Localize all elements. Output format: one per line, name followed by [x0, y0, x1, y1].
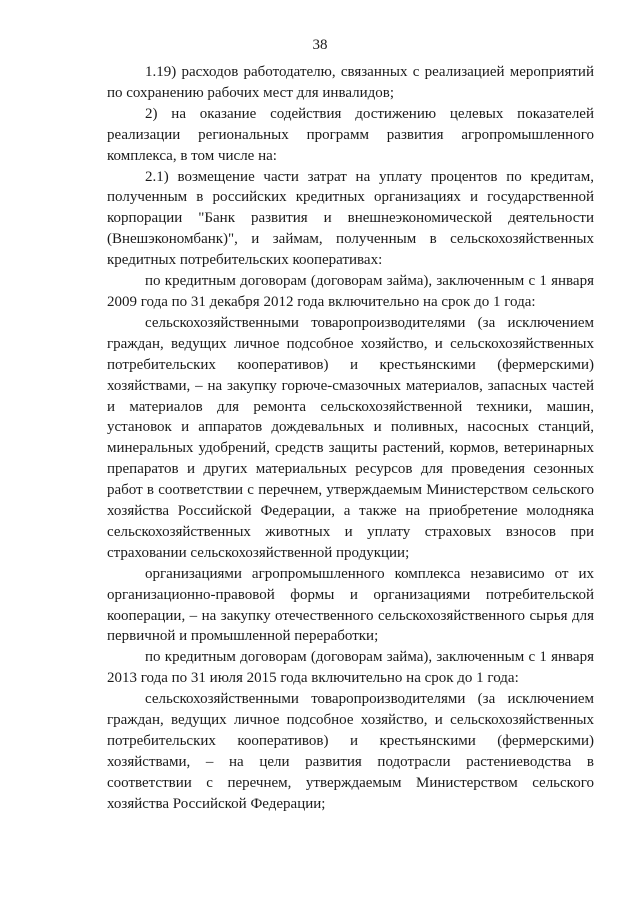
paragraph-2-agro-programs: 2) на оказание содействия достижению целевых показателей реализации региональных программ развития агропромышленного комплекса, в том числе на:	[107, 105, 594, 164]
paragraph-agroindustrial-organizations: организациями агропромышленного комплекса независимо от их организационно-правовой формы и организациями потребительской кооперации, – на закупку отечественного сельскохозяйственного сырья для первичной и промышленной переработки;	[107, 565, 594, 645]
paragraph-2-1-interest-compensation: 2.1) возмещение части затрат на уплату процентов по кредитам, полученным в российских кредитных организациях и государственной корпорации "Банк развития и внешнеэкономической деятельности (Внешэкономбанк)", и займам, полученным в сельскохозяйственных кредитных потребительских кооперативах:	[107, 168, 594, 269]
document-body	[107, 62, 594, 815]
paragraph-1-19-disabled-workers: 1.19) расходов работодателю, связанных с реализацией мероприятий по сохранению рабочих мест для инвалидов;	[107, 64, 594, 101]
paragraph-agricultural-producers-2009: сельскохозяйственными товаропроизводителями (за исключением граждан, ведущих личное подсобное хозяйство, и сельскохозяйственных потребительских кооперативов) и крестьянскими (фермерскими) хозяйствами, – на закупку горюче-смазочных материалов, запасных частей и материалов для ремонта сельскохозяйственной техники, машин, установок и аппаратов дождевальных и поливных, насосных станций, минеральных удобрений, средств защиты растений, кормов, ветеринарных препаратов и других материальных ресурсов для проведения сезонных работ в соответствии с перечнем, утверждаемым Министерством сельского хозяйства Российской Федерации, а также на приобретение молодняка сельскохозяйственных животных и уплату страховых взносов при страховании сельскохозяйственной продукции;	[107, 314, 594, 561]
paragraph-loans-2013-2015: по кредитным договорам (договорам займа), заключенным с 1 января 2013 года по 31 июля 2015 года включительно на срок до 1 года:	[107, 649, 594, 687]
paragraph-agricultural-producers-2013: сельскохозяйственными товаропроизводителями (за исключением граждан, ведущих личное подсобное хозяйство, и сельскохозяйственных потребительских кооперативов) и крестьянскими (фермерскими) хозяйствами, – на цели развития подотрасли растениеводства в соответствии с перечнем, утверждаемым Министерством сельского хозяйства Российской Федерации;	[107, 691, 594, 812]
paragraph-loans-2009-2012: по кредитным договорам (договорам займа), заключенным с 1 января 2009 года по 31 декабря 2012 года включительно на срок до 1 года:	[107, 273, 594, 310]
page-number: 38	[312, 37, 328, 53]
